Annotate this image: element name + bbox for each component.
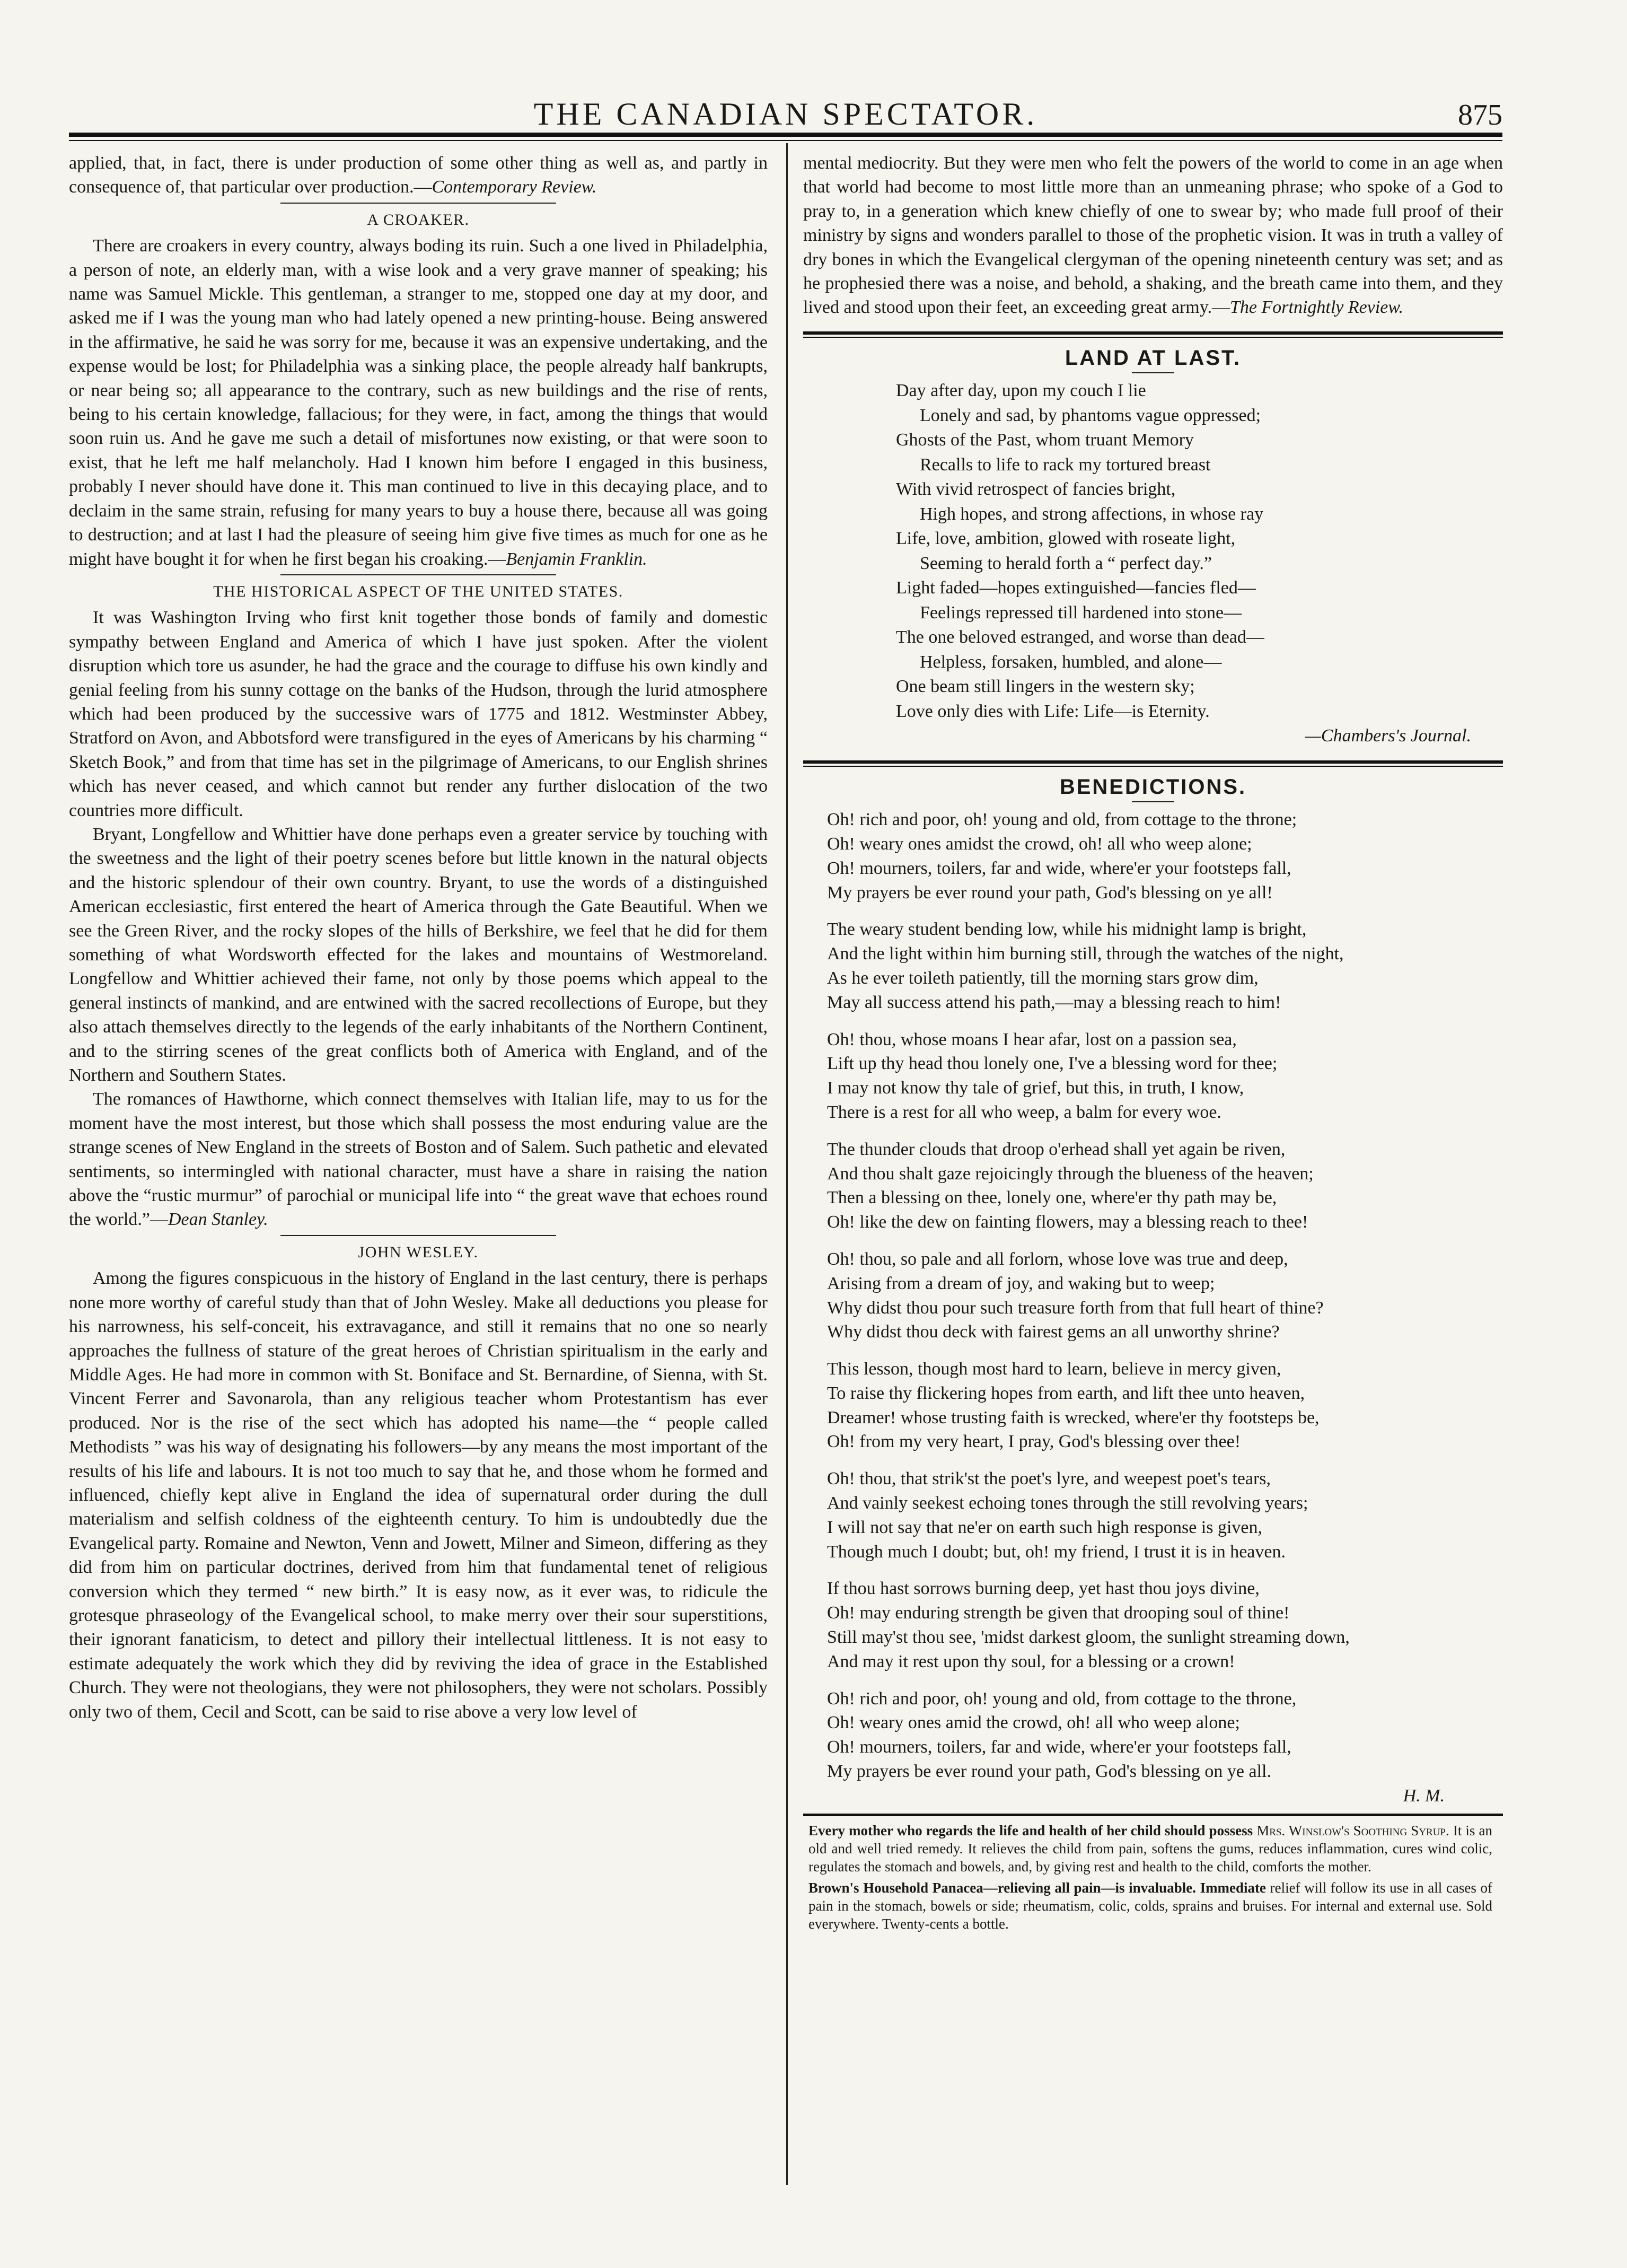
poem-line: I will not say that ne'er on earth such high response is given, [827, 1517, 1262, 1537]
poem-line: Lonely and sad, by phantoms vague oppressed; [920, 405, 1261, 425]
wesley-source: The Fortnightly Review. [1230, 297, 1404, 318]
poem-line: Lift up thy head thou lonely one, I've a blessing word for thee; [827, 1054, 1278, 1074]
poem-line: And the light within him burning still, through the watches of the night, [827, 944, 1344, 964]
wesley-continued-text: mental mediocrity. But they were men who felt the powers of the world to come in an age when that world had become to most little more than an unmeaning phrase; who spoke of a God to pray to, in a generation which knew chiefly of one to swear by; who made full proof of their ministry by signs and wonders parallel to those of the prophetic vision. It was in truth a valley of dry bones in which the Evangelical clergyman of the opening nineteenth century was set; and as he prophesied there was a noise, and behold, a shaking, and the breath came into them, and they lived and stood upon their feet, an exceeding great army.— [803, 153, 1503, 318]
wesley-continued-paragraph [803, 151, 1503, 320]
poem-line: Oh! rich and poor, oh! young and old, from cottage to the throne, [827, 1688, 1297, 1709]
poem-line: Helpless, forsaken, humbled, and alone— [920, 652, 1222, 672]
advert-soothing-syrup [803, 1822, 1503, 1876]
croaker-source: Benjamin Franklin. [506, 549, 647, 569]
croaker-text: There are croakers in every country, always boding its ruin. Such a one lived in Philadelphia, a person of note, an elderly man, with a wise look and a very grave manner of speaking; his name was Samuel Mickle. This gentleman, a stranger to me, stopped one day at my door, and asked me if I was the young man who had lately opened a new printing-house. Being answered in the affirmative, he said he was sorry for me, because it was an expensive undertaking, and the expense would be lost; for Philadelphia was a sinking place, the people already half bankrupts, or near being so; all appearance to the contrary, such as new buildings and the rise of rents, being to his certain knowledge, fallacious; for they were, in fact, among the things that would soon ruin us. And he gave me such a detail of misfortunes now existing, or that were soon to exist, that he left me half melancholy. Had I known him before I engaged in this business, probably I never should have done it. This man continued to live in this decaying place, and to declaim in the same strain, refusing for many years to buy a house there, because all was going to destruction; and at last I had the pleasure of seeing him give five times as much for one as he might have bought it for when he first began his croaking.— [69, 236, 768, 569]
land-at-last-source: —Chambers's Journal. [1305, 726, 1471, 746]
advert-household-panacea [803, 1879, 1503, 1933]
poem-line: High hopes, and strong affections, in whose ray [920, 504, 1264, 524]
masthead: THE CANADIAN SPECTATOR. [533, 97, 1038, 132]
historical-paragraph-3 [69, 1087, 768, 1231]
poem-line: My prayers be ever round your path, God's blessing on ye all. [827, 1762, 1271, 1782]
intro-text: applied, that, in fact, there is under production of some other thing as well as, and partly in consequence of, that particular over production.— [69, 153, 768, 197]
poem-line: Oh! like the dew on fainting flowers, may a blessing reach to thee! [827, 1212, 1308, 1232]
poem-line: Day after day, upon my couch I lie [896, 381, 1146, 401]
title-underline [1132, 801, 1174, 802]
stanza [827, 1247, 1503, 1344]
poem-line: Why didst thou deck with fairest gems an all unworthy shrine? [827, 1322, 1280, 1342]
poem-line: Oh! rich and poor, oh! young and old, from cottage to the throne; [827, 810, 1297, 830]
poem-line: The thunder clouds that droop o'erhead shall yet again be riven, [827, 1139, 1286, 1159]
historical-paragraph-2: Bryant, Longfellow and Whittier have done perhaps even a greater service by touching with the sweetness and the light of their poetry scenes before but little known in the natural objects and the historic splendour of their own country. Bryant, to use the words of a distinguished American ecclesiastic, first entered the heart of America through the Gate Beautiful. When we see the Green River, and the rocky slopes of the hills of Berkshire, we feel that he did for them something of what Wordsworth effected for the lakes and mountains of Westmoreland. Longfellow and Whittier achieved their fame, not only by those poems which appeal to the general instincts of mankind, and are entwined with the sacred recollections of Europe, but they also attach themselves directly to the legends of the early inhabitants of the Northern Continent, and to the stirring scenes of the great conflicts both of America with England, and of the Northern and Southern States. [69, 824, 768, 1085]
stanza [827, 917, 1503, 1014]
wesley-title: JOHN WESLEY. [358, 1243, 479, 1261]
left-column [69, 151, 768, 2190]
intro-source: Contemporary Review. [432, 177, 597, 197]
poem-line: To raise thy flickering hopes from earth, and lift thee unto heaven, [827, 1383, 1305, 1403]
intro-paragraph [69, 151, 768, 199]
advert-lead: Every mother who regards the life and health of her child should possess [808, 1822, 1253, 1838]
stanza [827, 1687, 1503, 1784]
historical-title: THE HISTORICAL ASPECT OF THE UNITED STATES. [213, 582, 623, 600]
poem-line: Ghosts of the Past, whom truant Memory [896, 430, 1194, 450]
stanza [827, 1137, 1503, 1234]
section-rule [280, 574, 556, 575]
poem-line: Though much I doubt; but, oh! my friend, I trust it is in heaven. [827, 1542, 1286, 1562]
advert-rule [803, 1814, 1503, 1816]
poem-line: And may it rest upon thy soul, for a blessing or a crown! [827, 1651, 1235, 1671]
right-column [803, 151, 1503, 2190]
poem-line: And thou shalt gaze rejoicingly through the blueness of the heaven; [827, 1163, 1314, 1184]
historical-paragraph-1: It was Washington Irving who first knit together those bonds of family and domestic sympathy between England and America of which I have just spoken. After the violent disruption which tore us asunder, he had the grace and the courage to diffuse his own kindly and genial feeling from his sunny cottage on the banks of the Hudson, through the lurid atmosphere which had been produced by the successive wars of 1775 and 1812. Westminster Abbey, Stratford on Avon, and Abbotsford were transfigured in the eyes of Americans by his charming “ Sketch Book,” and from that time has set in the pilgrimage of Americans, to our English shrines which has never ceased, and which cannot but render any further dislocation of the two countries more difficult. [69, 608, 768, 820]
benedictions-signature: H. M. [1403, 1785, 1445, 1806]
poem-line: Oh! thou, that strik'st the poet's lyre, and weepest poet's tears, [827, 1469, 1271, 1489]
poem-line: Oh! may enduring strength be given that drooping soul of thine! [827, 1603, 1290, 1623]
benedictions-title: BENEDICTIONS. [1059, 775, 1247, 799]
poem-line: The one beloved estranged, and worse than dead— [896, 627, 1264, 647]
poem-line: Arising from a dream of joy, and waking but to weep; [827, 1273, 1215, 1293]
poem-line: I may not know thy tale of grief, but this, in truth, I know, [827, 1078, 1244, 1098]
poem-line: Oh! mourners, toilers, far and wide, where'er your footsteps fall, [827, 858, 1291, 878]
poem-line: Oh! thou, whose moans I hear afar, lost on a passion sea, [827, 1029, 1237, 1049]
advert-text: relief will follow its use in all cases of pain in the stomach, bowels or side; rheumatism, colic, colds, sprains and bruises. For internal and external use. Sold everywhere. Twenty-cents a bottle. [808, 1879, 1492, 1932]
poem-line: Why didst thou pour such treasure forth from that full heart of thine? [827, 1298, 1324, 1318]
poem-line: Life, love, ambition, glowed with roseate light, [896, 529, 1236, 549]
stanza [827, 808, 1503, 905]
land-at-last-poem [896, 379, 1503, 749]
poem-line: Oh! weary ones amid the crowd, oh! all who weep alone; [827, 1713, 1240, 1733]
header-rule [69, 133, 1502, 137]
wesley-paragraph: Among the figures conspicuous in the history of England in the last century, there is perhaps none more worthy of careful study than that of John Wesley. Make all deductions you please for his narrowness, his self-conceit, his extravagance, and still it remains that no one so nearly approaches the fullness of stature of the great heroes of Christian spiritualism in the early and Middle Ages. He had more in common with St. Boniface and St. Bernardine, of Sienna, with St. Vincent Ferrer and Savonarola, than any religious teacher whom Protestantism has ever produced. Nor is the rise of the sect which has adopted his name—the “ people called Methodists ” was his way of designating his followers—by any means the most important of the results of his life and labours. It is not too much to say that he, and those whom he formed and influenced, chiefly kept alive in England the idea of supernatural order during the dull materialism and selfish coldness of the eighteenth century. To him is undoubtedly due the Evangelical party. Romaine and Newton, Venn and Jowett, Milner and Simeon, differing as they did from him on particular doctrines, derived from him that fundamental tenet of religious conversion which they termed “ new birth.” It is easy now, as it ever was, to ridicule the grotesque phraseology of the Evangelical school, to make merry over their sour superstitions, their ignorant fanaticism, to detect and pillory their intellectual littleness. It is not easy to estimate adequately the work which they did by reviving the idea of grace in the Established Church. They were not theologians, they were not philosophers, they were not scholars. Possibly only two of them, Cecil and Scott, can be said to rise above a very low level of [69, 1268, 768, 1722]
land-at-last-title: LAND AT LAST. [1065, 346, 1242, 370]
poem-line: May all success attend his path,—may a blessing reach to him! [827, 992, 1281, 1012]
poem-line: Oh! weary ones amidst the crowd, oh! all who weep alone; [827, 834, 1252, 854]
section-rule-thick [803, 760, 1503, 764]
section-rule-thin [803, 766, 1503, 767]
page-number: 875 [1458, 99, 1502, 132]
poem-line: As he ever toileth patiently, till the morning stars grow dim, [827, 968, 1259, 988]
croaker-title: A CROAKER. [367, 211, 470, 229]
poem-line: Oh! from my very heart, I pray, God's blessing over thee! [827, 1432, 1241, 1452]
title-underline [1132, 372, 1174, 373]
section-rule-thin [803, 337, 1503, 338]
poem-line: My prayers be ever round your path, God's blessing on ye all! [827, 882, 1273, 903]
poem-line: If thou hast sorrows burning deep, yet hast thou joys divine, [827, 1579, 1260, 1599]
poem-line: The weary student bending low, while his midnight lamp is bright, [827, 920, 1307, 940]
poem-line: Then a blessing on thee, lonely one, where'er thy path may be, [827, 1188, 1277, 1208]
column-divider [786, 143, 788, 2185]
advert-text: It is an old and well tried remedy. It relieves the child from pain, softens the gums, reduces inflammation, cures wind colic, regulates the stomach and bowels, and, by giving rest and health to the child, comforts the mother. [808, 1822, 1493, 1875]
stanza [827, 1357, 1503, 1454]
header-rule-thin [69, 140, 1502, 141]
poem-line: Seeming to herald forth a “ perfect day.” [920, 553, 1212, 573]
benedictions-poem [827, 808, 1503, 1808]
section-rule [280, 203, 556, 204]
section-rule-thick [803, 331, 1503, 335]
poem-line: Light faded—hopes extinguished—fancies fled— [896, 578, 1256, 598]
poem-line: This lesson, though most hard to learn, believe in mercy given, [827, 1359, 1281, 1379]
poem-line: Dreamer! whose trusting faith is wrecked, where'er thy footsteps be, [827, 1407, 1320, 1428]
poem-line: Oh! thou, so pale and all forlorn, whose love was true and deep, [827, 1249, 1288, 1269]
poem-line: One beam still lingers in the western sky; [896, 677, 1195, 697]
advert-lead: Brown's Household Panacea—relieving all pain—is invaluable. Immediate [808, 1879, 1267, 1896]
poem-line: There is a rest for all who weep, a balm for every woe. [827, 1102, 1221, 1122]
historical-source: Dean Stanley. [168, 1210, 268, 1230]
poem-line: With vivid retrospect of fancies bright, [896, 479, 1176, 500]
poem-line: Oh! mourners, toilers, far and wide, where'er your footsteps fall, [827, 1737, 1291, 1757]
stanza [827, 1028, 1503, 1125]
poem-line: Recalls to life to rack my tortured breast [920, 454, 1211, 475]
croaker-paragraph [69, 234, 768, 571]
stanza [827, 1577, 1503, 1674]
section-rule [280, 1235, 556, 1236]
advert-product: Mrs. Winslow's Soothing Syrup. [1256, 1822, 1449, 1838]
historical-text-3: The romances of Hawthorne, which connect themselves with Italian life, may to us for the moment have the most interest, but those which shall possess the most enduring value are the strange scenes of New England in the streets of Boston and of Salem. Such pathetic and elevated sentiments, so intermingled with national character, must have a share in raising the nation above the “rustic murmur” of parochial or municipal life into “ the great wave that echoes round the world.”— [69, 1089, 768, 1230]
page-header [69, 80, 1502, 130]
poem-line: Feelings repressed till hardened into stone— [920, 602, 1242, 623]
poem-line: And vainly seekest echoing tones through the still revolving years; [827, 1493, 1308, 1513]
stanza [827, 1467, 1503, 1564]
poem-line: Still may'st thou see, 'midst darkest gloom, the sunlight streaming down, [827, 1627, 1350, 1648]
poem-line: Love only dies with Life: Life—is Eternity. [896, 701, 1210, 721]
